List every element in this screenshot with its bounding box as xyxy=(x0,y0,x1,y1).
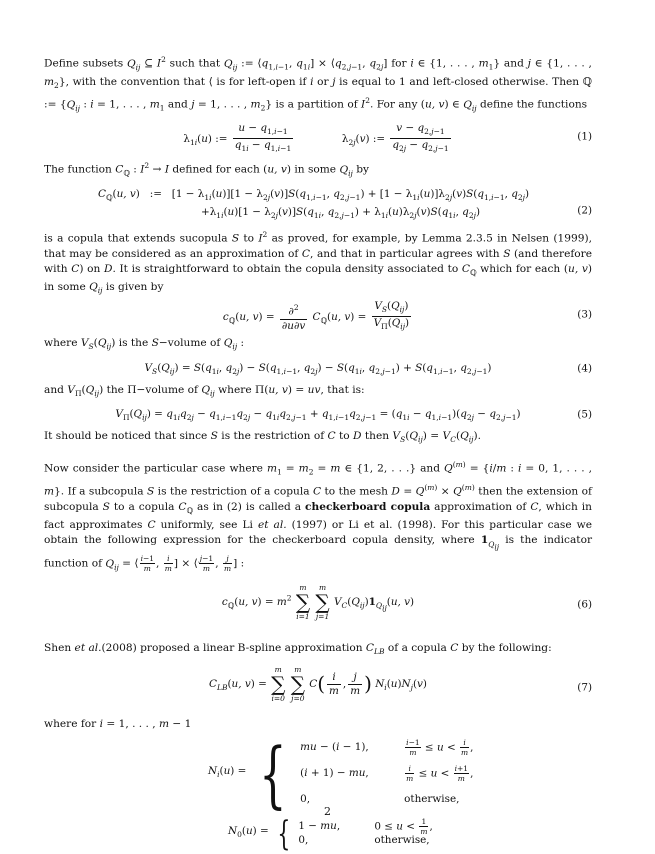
equation-3: $c_ℚ(u$, v) = $\frac{\partial^2}{\partial u\partial v}$ $C_ℚ(u$, v) = $\frac{V_S(Q_{ij})}{V_\Pi(Q_{ij})}$ (3) xyxy=(222,300,592,332)
equation-2: $C_ℚ(u$, v) := $[1 - \lambda_{1i}(u)][1 - \lambda_{2j}(v)]S(q_{1,i-1}$, $q_{2,j-1}) + [1 - \lambda_{1i}(u)]\lambda_{2j}(v)S(q_{1,i-1}$, $q_{2j}$) $+\lambda_{1i}(u)[1 - \lambda_{2j}(v)]S(q_{1i}$, $q_{2,j-1}) + \lambda_{1i}(u)\lambda_{2j}(v)S(q_{1i}$, $q_{2j}$) (2) xyxy=(98,187,592,221)
equation-6: $c_ℚ(u$, $v) = m^2$ m ∑ i=1 m ∑ j=1 $V_C(Q_{ij})1_{Q_{ij}}(u$, v) (6) xyxy=(221,583,592,622)
page-number: 2 xyxy=(324,805,331,818)
page-body xyxy=(44,52,592,853)
equation-number: (3) xyxy=(577,308,592,321)
case-otherwise: otherwise, xyxy=(374,833,430,846)
case-otherwise: otherwise, xyxy=(404,792,460,805)
paragraph-checkerboard: Now consider the particular case where $m_1 = m_2 = m$ ∈ {1, 2, . . .} and $Q^{(m)} = \{i/m$ : i = 0, 1, . . . , m}. If a subcopula S is the restriction of a copula C to the mesh $D = Q^{(m)} \times Q^{(m)}$ then the extension of subcopula S to a copula $C_ℚ$ as in (2) is called a checkerboard copula approximation of C, which in fact approximates C uniformly, see Li et al. (1997) or Li et al. (1998). For this particular case we obtain the following expression for the checkerboard copula density, where $1_{Q_{ij}}$ is the indicator function of $Q_{ij}$ = ⟨ $\frac{i-1}{m}$ , $\frac{i}{m}$ ] × ⟨ $\frac{j-1}{m}$ , $\frac{j}{m}$ ] : xyxy=(44,460,593,574)
equation-Ni: $N_i(u)$ = { mu − (i − 1), $\frac{i-1}{m}$ ≤ u < $\frac{i}{m}$ , (i + 1) − mu, $\frac{i}{m}$ ≤ u < $\frac{i+1}{m}$ , 0, otherwise, xyxy=(208,731,474,816)
equation-1: $\lambda_{1i}(u)$ := $\frac{u - q_{1,i-1}}{q_{1i} - q_{1,i-1}}$ $\lambda_{2j}(v)$ := $\frac{v - q_{2,j-1}}{q_{2j} - q_{2,j-1}}$ (1) xyxy=(183,122,592,154)
paragraph-restriction-note: It should be noticed that since S is the restriction of C to D then $V_S(Q_{ij}) = V_C(Q_{ij})$. xyxy=(44,430,482,445)
paragraph-partition: Define subsets $Q_{ij}$ ⊆ $I^2$ such that $Q_{ij}$ := $⟨q_{1,i-1}$, $q_{1i}$] × $⟨q_{2,j-1}$, $q_{2j}$] for i ∈ {1, . . . , $m_1$} and j ∈ {1, . . . , $m_2$}, with the convention that ⟨ is for left-open if i or j is equal to 1 and left-closed otherwise. Then ℚ := {$Q_{ij}$ : i = 1, . . . , $m_1$ and j = 1, . . . , $m_2$} is a partition of $I^2$. For any (u, v) ∈ $Q_{ij}$ define the functions xyxy=(44,55,592,113)
equation-number: (6) xyxy=(577,598,592,611)
equation-number: (1) xyxy=(577,130,592,143)
paragraph-s-volume: where $V_S(Q_{ij})$ is the S−volume of $Q_{ij}$ : xyxy=(44,337,245,352)
paragraph-pi-volume: and $V_\Pi(Q_{ij})$ the Π−volume of $Q_{ij}$ where Π(u, v) = uv, that is: xyxy=(44,383,365,398)
equation-number: (4) xyxy=(577,362,592,375)
paragraph-where-i: where for i = 1, . . . , m − 1 xyxy=(44,718,192,731)
equation-5: $V_\Pi(Q_{ij}) = q_{1i}q_{2j} - q_{1,i-1}q_{2j} - q_{1i}q_{2,j-1} + q_{1,i-1}q_{2,j-1} = (q_{1i} - q_{1,i-1})(q_{2j} - q_{2,j-1})$ (5) xyxy=(115,408,592,423)
term-checkerboard-copula: checkerboard copula xyxy=(305,500,431,513)
paragraph-bspline: Shen et al.(2008) proposed a linear B-spline approximation $C_{LB}$ of a copula C by the following: xyxy=(44,642,552,657)
paragraph-copula-extension: is a copula that extends sucopula S to $I^2$ as proved, for example, by Lemma 2.3.5 in Nelsen (1999), that may be considered as an approximation of C, and that in particular agrees with S (and therefore with C) on D. It is straightforward to obtain the copula density associated to $C_ℚ$ which for each (u, v) in some $Q_{ij}$ is given by xyxy=(44,229,593,296)
equation-number: (5) xyxy=(577,408,592,421)
equation-7: $C_{LB}(u$, v) = m ∑ i=0 m ∑ j=0 C( $\frac{i}{m}$ , $\frac{j}{m}$ ) $N_i(u)N_j(v)$ (7) xyxy=(209,665,592,704)
equation-number: (7) xyxy=(577,681,592,694)
equation-4: $V_S(Q_{ij}) = S(q_{1i}$, $q_{2j}) - S(q_{1,i-1}$, $q_{2j}) - S(q_{1i}$, $q_{2,j-1}) + S(q_{1,i-1}$, $q_{2,j-1}$) (4) xyxy=(144,361,592,376)
equation-N0: $N_0(u)$ = { 1 − mu, 0 ≤ u < $\frac{1}{m}$ , 0, otherwise, xyxy=(228,813,433,854)
paragraph-function-def: The function $C_ℚ$ : $I^2 \to I$ defined for each (u, v) in some $Q_{ij}$ by xyxy=(44,161,369,178)
equation-number: (2) xyxy=(577,204,592,217)
